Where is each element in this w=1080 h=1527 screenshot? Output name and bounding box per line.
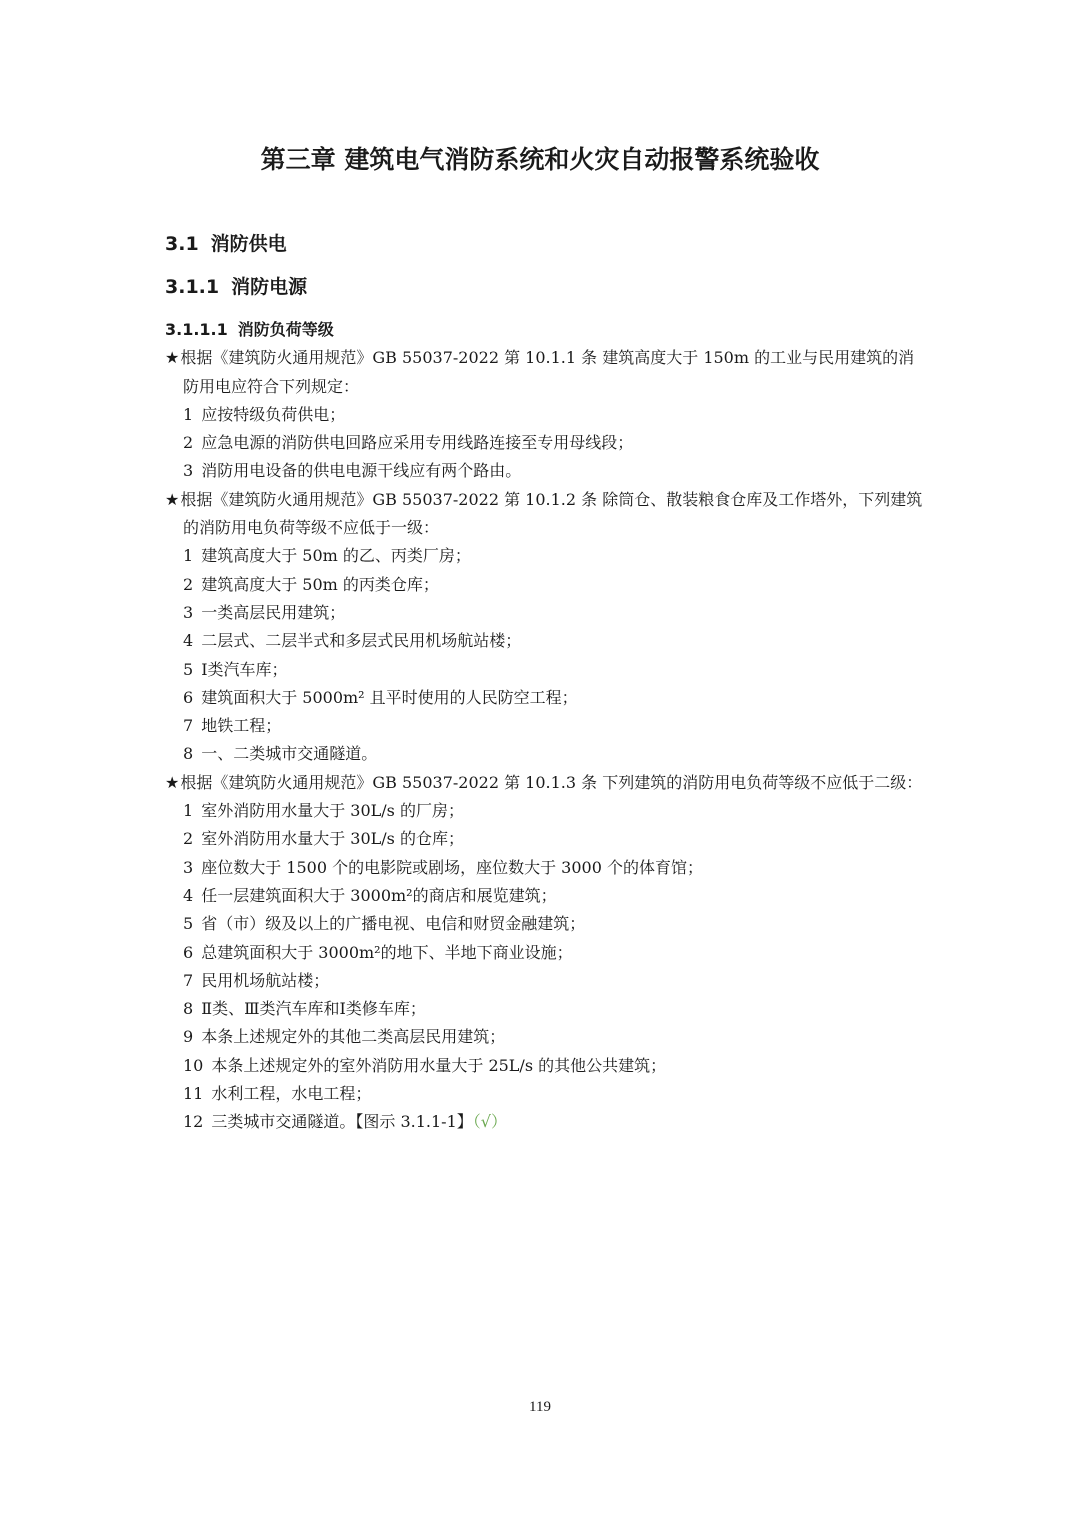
item-text: 建筑高度大于 50m 的乙、丙类厂房； — [201, 546, 471, 566]
list-item — [165, 825, 925, 853]
item-text: 座位数大于 1500 个的电影院或剧场，座位数大于 3000 个的体育馆； — [201, 857, 703, 877]
item-text: 建筑面积大于 5000m² 且平时使用的人民防空工程； — [201, 687, 578, 707]
list-item — [165, 740, 925, 768]
item-number: 4 — [183, 631, 194, 651]
item-text: Ⅰ类汽车库； — [201, 659, 288, 679]
item-number: 5 — [183, 914, 194, 934]
subsubsection-number: 3.1.1.1 — [165, 320, 228, 339]
list-item — [165, 1052, 925, 1080]
list-item — [165, 967, 925, 995]
item-text: 消防用电设备的供电电源干线应有两个路由。 — [201, 461, 522, 481]
subsubsection-heading — [165, 316, 925, 344]
item-number: 4 — [183, 885, 194, 905]
star-icon: ★ — [165, 489, 180, 509]
item-number: 1 — [183, 404, 194, 424]
item-number: 6 — [183, 687, 194, 707]
item-number: 9 — [183, 1027, 194, 1047]
list-item — [165, 1023, 925, 1051]
list-item — [165, 571, 925, 599]
item-number: 2 — [183, 829, 194, 849]
item-text: 省（市）级及以上的广播电视、电信和财贸金融建筑； — [201, 914, 586, 934]
list-item — [165, 1080, 925, 1108]
item-text: 应急电源的消防供电回路应采用专用线路连接至专用母线段； — [201, 433, 634, 453]
item-text: 建筑高度大于 50m 的丙类仓库； — [201, 574, 439, 594]
item-text: 室外消防用水量大于 30L/s 的厂房； — [201, 801, 464, 821]
chapter-title: 第三章 建筑电气消防系统和火灾自动报警系统验收 — [260, 145, 820, 174]
item-number: 8 — [183, 744, 194, 764]
star-icon: ★ — [165, 772, 180, 792]
item-text: 应按特级负荷供电； — [201, 404, 346, 424]
subsubsection-title: 消防负荷等级 — [237, 320, 334, 339]
item-number: 5 — [183, 659, 194, 679]
subsection-heading — [165, 273, 307, 301]
item-text: 本条上述规定外的其他二类高层民用建筑； — [201, 1027, 506, 1047]
list-item — [165, 401, 925, 429]
item-text: 水利工程，水电工程； — [211, 1084, 372, 1104]
rule-text: 根据《建筑防火通用规范》GB 55037-2022 第 10.1.3 条 下列建筑的消防用电负荷等级不应低于二级： — [180, 772, 923, 792]
page-number: 119 — [529, 1399, 551, 1415]
list-item — [165, 457, 925, 485]
section-title: 消防供电 — [210, 233, 287, 255]
item-number: 3 — [183, 461, 194, 481]
item-number: 3 — [183, 602, 194, 622]
list-item — [165, 910, 925, 938]
list-item — [165, 1108, 925, 1136]
rule-text: 根据《建筑防火通用规范》GB 55037-2022 第 10.1.2 条 除筒仓、散装粮食仓库及工作塔外，下列建筑的消防用电负荷等级不应低于一级： — [180, 489, 923, 538]
section-heading — [165, 230, 287, 258]
item-number: 11 — [183, 1084, 204, 1104]
item-number: 2 — [183, 433, 194, 453]
item-text: 二层式、二层半式和多层式民用机场航站楼； — [201, 631, 522, 651]
list-item — [165, 939, 925, 967]
item-text: 任一层建筑面积大于 3000m²的商店和展览建筑； — [201, 885, 557, 905]
item-number: 7 — [183, 970, 194, 990]
item-text: 本条上述规定外的室外消防用水量大于 25L/s 的其他公共建筑； — [211, 1055, 667, 1075]
rule-paragraph — [165, 486, 925, 543]
item-number: 8 — [183, 999, 194, 1019]
list-item — [165, 627, 925, 655]
item-number: 7 — [183, 716, 194, 736]
check-mark: （√） — [472, 1112, 507, 1132]
list-item — [165, 656, 925, 684]
item-text: 一类高层民用建筑； — [201, 602, 346, 622]
list-item — [165, 542, 925, 570]
list-item — [165, 712, 925, 740]
item-text: 三类城市交通隧道。【图示 3.1.1-1】 — [211, 1112, 473, 1132]
item-number: 3 — [183, 857, 194, 877]
item-number: 1 — [183, 546, 194, 566]
section-number: 3.1 — [165, 233, 199, 255]
item-number: 10 — [183, 1055, 204, 1075]
item-text: 室外消防用水量大于 30L/s 的仓库； — [201, 829, 464, 849]
star-icon: ★ — [165, 348, 180, 368]
subsection-number: 3.1.1 — [165, 276, 220, 298]
rule-text: 根据《建筑防火通用规范》GB 55037-2022 第 10.1.1 条 建筑高度大于 150m 的工业与民用建筑的消防用电应符合下列规定： — [180, 348, 915, 396]
list-item — [165, 854, 925, 882]
item-number: 12 — [183, 1112, 204, 1132]
list-item — [165, 599, 925, 627]
rule-paragraph — [165, 769, 925, 797]
list-item — [165, 429, 925, 457]
rule-paragraph — [165, 344, 925, 401]
item-number: 1 — [183, 801, 194, 821]
item-number: 2 — [183, 574, 194, 594]
item-text: 总建筑面积大于 3000m²的地下、半地下商业设施； — [201, 942, 573, 962]
item-text: Ⅱ类、Ⅲ类汽车库和Ⅰ类修车库； — [201, 999, 426, 1019]
document-body — [165, 316, 925, 1137]
subsection-title: 消防电源 — [231, 276, 308, 298]
item-text: 地铁工程； — [201, 716, 282, 736]
item-number: 6 — [183, 942, 194, 962]
list-item — [165, 684, 925, 712]
item-text: 民用机场航站楼； — [201, 970, 330, 990]
list-item — [165, 995, 925, 1023]
item-text: 一、二类城市交通隧道。 — [201, 744, 378, 764]
list-item — [165, 882, 925, 910]
list-item — [165, 797, 925, 825]
